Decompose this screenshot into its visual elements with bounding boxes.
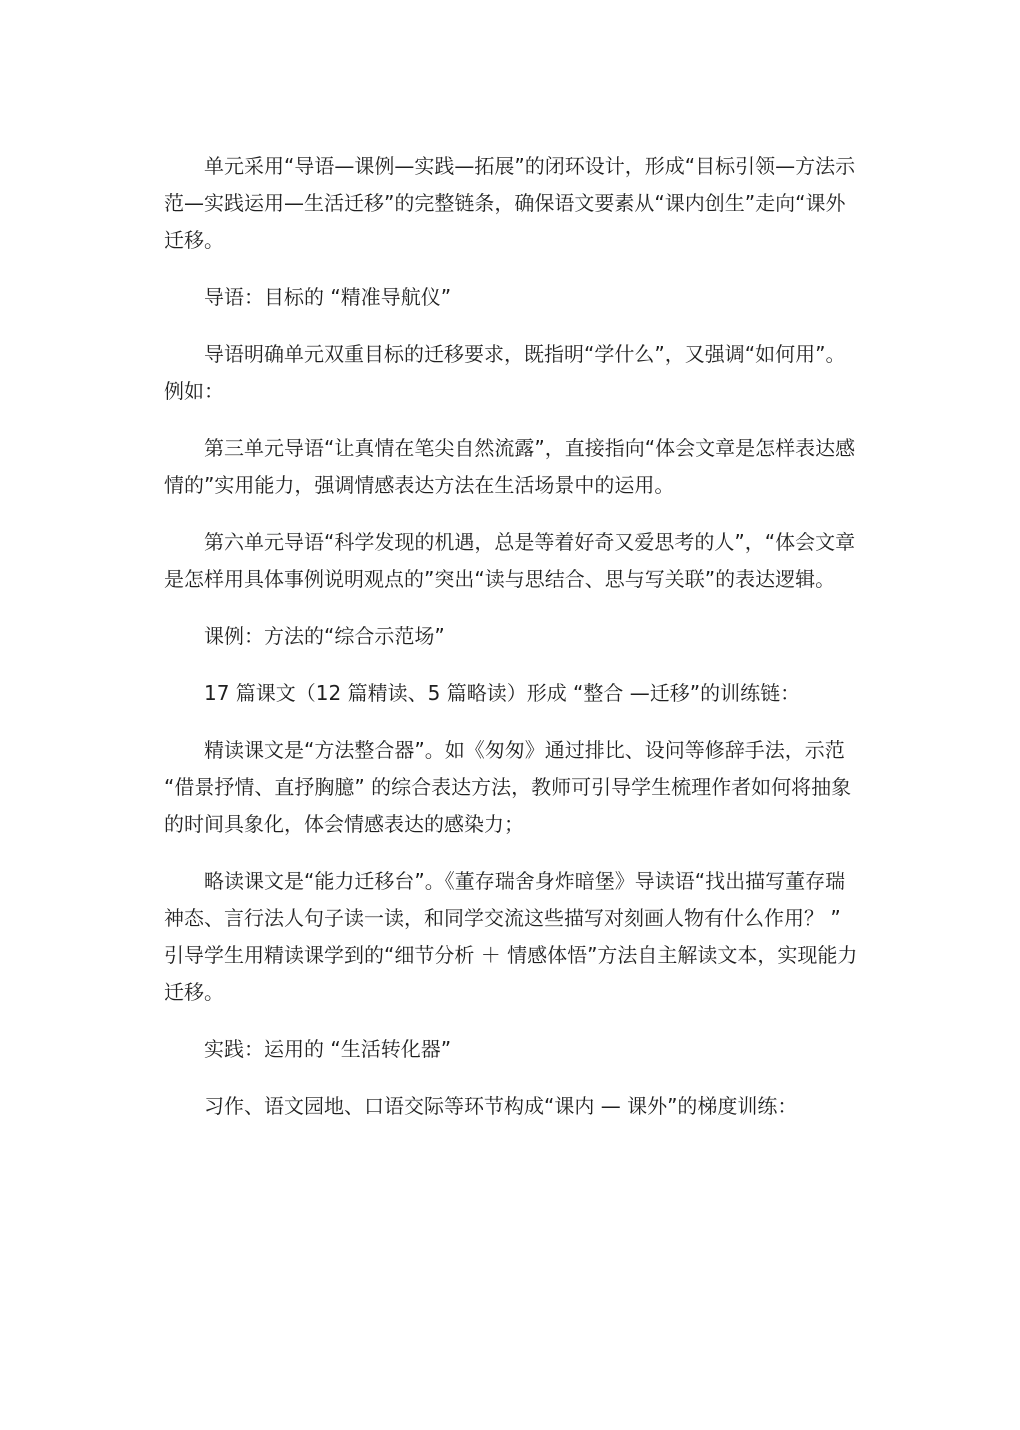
paragraph-lesson-count bbox=[164, 675, 860, 712]
paragraph-text: 第三单元导语“让真情在笔尖自然流露”，直接指向“体会文章是怎样表达感情的”实用能力，强调情感表达方法在生活场景中的运用。 bbox=[164, 436, 856, 497]
section-heading-lesson bbox=[164, 618, 860, 655]
paragraph-text: 第六单元导语“科学发现的机遇，总是等着好奇又爱思考的人”，“体会文章是怎样用具体事例说明观点的”突出“读与思结合、思与写关联”的表达逻辑。 bbox=[164, 530, 856, 591]
paragraph-text: 略读课文是“能力迁移台”。《董存瑞舍身炸暗堡》导读语“找出描写董存瑞神态、言行法人句子读一读，和同学交流这些描写对刻画人物有什么作用？ ” 引导学生用精读课学到的“细节分析 ＋ 情感体悟”方法自主解读文本，实现能力迁移。 bbox=[164, 869, 858, 1004]
paragraph-skim-reading bbox=[164, 863, 860, 1011]
paragraph-text: 习作、语文园地、口语交际等环节构成“课内 — 课外”的梯度训练： bbox=[204, 1094, 798, 1118]
heading-text: 课例：方法的“综合示范场” bbox=[204, 624, 445, 648]
paragraph-text: 导语明确单元双重目标的迁移要求，既指明“学什么”，又强调“如何用”。例如： bbox=[164, 342, 846, 403]
paragraph-intro bbox=[164, 148, 860, 259]
document-body bbox=[164, 148, 860, 1145]
heading-text: 实践：运用的 “生活转化器” bbox=[204, 1037, 452, 1061]
paragraph-unit-three bbox=[164, 430, 860, 504]
heading-text: 导语：目标的 “精准导航仪” bbox=[204, 285, 452, 309]
section-heading-practice bbox=[164, 1031, 860, 1068]
paragraph-text: 精读课文是“方法整合器”。如《匆匆》通过排比、设问等修辞手法，示范 “借景抒情、直抒胸臆” 的综合表达方法，教师可引导学生梳理作者如何将抽象的时间具象化，体会情感表达的感染力； bbox=[164, 738, 852, 836]
paragraph-intensive-reading bbox=[164, 732, 860, 843]
paragraph-practice-desc bbox=[164, 1088, 860, 1125]
section-heading-guide bbox=[164, 279, 860, 316]
paragraph-text: 17 篇课文（12 篇精读、5 篇略读）形成 “整合 —迁移”的训练链： bbox=[204, 681, 801, 705]
paragraph-unit-six bbox=[164, 524, 860, 598]
paragraph-text: 单元采用“导语—课例—实践—拓展”的闭环设计，形成“目标引领—方法示范—实践运用—生活迁移”的完整链条，确保语文要素从“课内创生”走向“课外迁移。 bbox=[164, 154, 856, 252]
paragraph-guide-desc bbox=[164, 336, 860, 410]
